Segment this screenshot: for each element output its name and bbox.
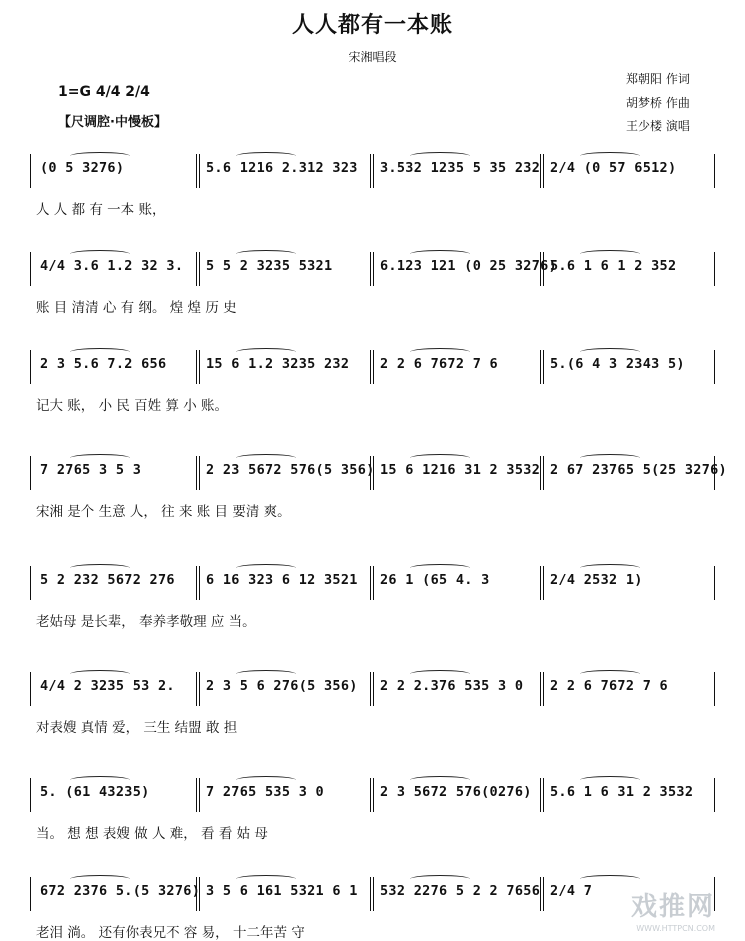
measure: 7 2765 535 3 0 bbox=[206, 784, 324, 800]
credit-lyricist: 郑朝阳 作词 bbox=[626, 72, 690, 86]
bar-line bbox=[370, 252, 371, 286]
bar-line bbox=[199, 252, 200, 286]
bar-line bbox=[373, 877, 374, 911]
slur-mark bbox=[410, 250, 470, 258]
page-title: 人人都有一本账 bbox=[291, 13, 453, 38]
page-subtitle: 宋湘唱段 bbox=[348, 50, 397, 64]
slur-mark bbox=[70, 670, 130, 678]
measure: 2 2 6 7672 7 6 bbox=[550, 678, 668, 694]
credit-composer: 胡梦桥 作曲 bbox=[626, 96, 690, 110]
bar-line bbox=[196, 252, 197, 286]
measure: 4/4 2 3235 53 2. bbox=[40, 678, 175, 694]
bar-line bbox=[199, 778, 200, 812]
lyric-line: 账 目 清清 心 有 纲。 煌 煌 历 史 bbox=[36, 300, 237, 316]
slur-mark bbox=[236, 152, 296, 160]
bar-line bbox=[196, 350, 197, 384]
bar-line bbox=[370, 877, 371, 911]
watermark-logo: 戏推网 bbox=[630, 892, 715, 922]
bar-line bbox=[30, 778, 31, 812]
slur-mark bbox=[410, 670, 470, 678]
measure: 5 5 2 3235 5321 bbox=[206, 258, 333, 274]
slur-mark bbox=[236, 564, 296, 572]
measure: 5.(6 4 3 2343 5) bbox=[550, 356, 685, 372]
measure: 4/4 3.6 1.2 32 3. bbox=[40, 258, 184, 274]
bar-line bbox=[543, 350, 544, 384]
measure: 2 3 5.6 7.2 656 bbox=[40, 356, 167, 372]
slur-mark bbox=[580, 564, 640, 572]
measure: 2 3 5672 576(0276) bbox=[380, 784, 532, 800]
bar-line bbox=[714, 566, 715, 600]
lyric-line: 人 人 都 有 一本 账， bbox=[36, 202, 166, 218]
slur-mark bbox=[410, 776, 470, 784]
bar-line bbox=[30, 350, 31, 384]
bar-line bbox=[714, 350, 715, 384]
bar-line bbox=[196, 778, 197, 812]
bar-line bbox=[370, 672, 371, 706]
slur-mark bbox=[410, 454, 470, 462]
bar-line bbox=[543, 778, 544, 812]
bar-line bbox=[373, 350, 374, 384]
lyric-line: 老姑母 是长辈， 奉养孝敬理 应 当。 bbox=[36, 614, 256, 630]
bar-line bbox=[543, 566, 544, 600]
bar-line bbox=[196, 456, 197, 490]
measure: 2/4 2532 1) bbox=[550, 572, 643, 588]
bar-line bbox=[714, 778, 715, 812]
measure: 3.532 1235 5 35 232 bbox=[380, 160, 541, 176]
slur-mark bbox=[580, 152, 640, 160]
slur-mark bbox=[410, 348, 470, 356]
slur-mark bbox=[580, 776, 640, 784]
measure: (0 5 3276) bbox=[40, 160, 125, 176]
slur-mark bbox=[70, 776, 130, 784]
measure: 15 6 1216 31 2 3532 bbox=[380, 462, 541, 478]
lyric-line: 当。 想 想 表嫂 做 人 难， 看 看 姑 母 bbox=[36, 826, 268, 842]
measure: 2 23 5672 576(5 356) bbox=[206, 462, 375, 478]
measure: 2 2 2.376 535 3 0 bbox=[380, 678, 524, 694]
credit-singer: 王少楼 演唱 bbox=[626, 119, 690, 133]
slur-mark bbox=[236, 454, 296, 462]
bar-line bbox=[373, 672, 374, 706]
bar-line bbox=[199, 566, 200, 600]
bar-line bbox=[373, 566, 374, 600]
bar-line bbox=[370, 778, 371, 812]
bar-line bbox=[540, 456, 541, 490]
bar-line bbox=[196, 672, 197, 706]
measure: 5.6 1216 2.312 323 bbox=[206, 160, 358, 176]
slur-mark bbox=[580, 670, 640, 678]
measure: 6.123 121 (0 25 3276) bbox=[380, 258, 557, 274]
slur-mark bbox=[236, 875, 296, 883]
slur-mark bbox=[236, 776, 296, 784]
lyric-line: 老泪 淌。 还有你表兄不 容 易， 十二年苦 守 bbox=[36, 925, 305, 941]
bar-line bbox=[30, 877, 31, 911]
bar-line bbox=[30, 566, 31, 600]
slur-mark bbox=[70, 875, 130, 883]
tempo-marking: 【尺调腔·中慢板】 bbox=[58, 115, 167, 130]
slur-mark bbox=[580, 348, 640, 356]
measure: 26 1 (65 4. 3 bbox=[380, 572, 490, 588]
key-signature: 1=G 4/4 2/4 bbox=[58, 84, 150, 100]
bar-line bbox=[199, 154, 200, 188]
lyric-line: 记大 账， 小 民 百姓 算 小 账。 bbox=[36, 398, 229, 414]
bar-line bbox=[543, 456, 544, 490]
slur-mark bbox=[580, 875, 640, 883]
bar-line bbox=[199, 456, 200, 490]
slur-mark bbox=[410, 564, 470, 572]
slur-mark bbox=[236, 250, 296, 258]
bar-line bbox=[714, 252, 715, 286]
slur-mark bbox=[70, 564, 130, 572]
slur-mark bbox=[70, 250, 130, 258]
bar-line bbox=[540, 350, 541, 384]
bar-line bbox=[540, 877, 541, 911]
bar-line bbox=[199, 672, 200, 706]
bar-line bbox=[30, 456, 31, 490]
bar-line bbox=[196, 154, 197, 188]
measure: 3 5 6 161 5321 6 1 bbox=[206, 883, 358, 899]
bar-line bbox=[540, 154, 541, 188]
bar-line bbox=[370, 566, 371, 600]
bar-line bbox=[370, 154, 371, 188]
bar-line bbox=[373, 154, 374, 188]
bar-line bbox=[543, 672, 544, 706]
bar-line bbox=[30, 154, 31, 188]
measure: 2/4 (0 57 6512) bbox=[550, 160, 677, 176]
measure: 2 3 5 6 276(5 356) bbox=[206, 678, 358, 694]
slur-mark bbox=[410, 152, 470, 160]
measure: 672 2376 5.(5 3276) bbox=[40, 883, 201, 899]
measure: 5. (61 43235) bbox=[40, 784, 150, 800]
slur-mark bbox=[70, 152, 130, 160]
bar-line bbox=[540, 778, 541, 812]
bar-line bbox=[540, 566, 541, 600]
measure: 532 2276 5 2 2 7656 bbox=[380, 883, 541, 899]
slur-mark bbox=[236, 348, 296, 356]
measure: 2/4 7 bbox=[550, 883, 593, 899]
bar-line bbox=[370, 350, 371, 384]
bar-line bbox=[714, 672, 715, 706]
measure: 5.6 1 6 31 2 3532 bbox=[550, 784, 694, 800]
bar-line bbox=[30, 252, 31, 286]
bar-line bbox=[373, 252, 374, 286]
bar-line bbox=[543, 877, 544, 911]
measure: 6 16 323 6 12 3521 bbox=[206, 572, 358, 588]
slur-mark bbox=[410, 875, 470, 883]
lyric-line: 宋湘 是个 生意 人， 往 来 账 目 要清 爽。 bbox=[36, 504, 291, 520]
slur-mark bbox=[70, 454, 130, 462]
bar-line bbox=[373, 778, 374, 812]
watermark-url: WWW.HTTPCN.COM bbox=[636, 924, 715, 933]
measure: 5.6 1 6 1 2 352 bbox=[550, 258, 677, 274]
bar-line bbox=[196, 566, 197, 600]
lyric-line: 对表嫂 真情 爱， 三生 结盟 敢 担 bbox=[36, 720, 238, 736]
measure: 2 2 6 7672 7 6 bbox=[380, 356, 498, 372]
measure: 5 2 232 5672 276 bbox=[40, 572, 175, 588]
bar-line bbox=[199, 350, 200, 384]
measure: 15 6 1.2 3235 232 bbox=[206, 356, 350, 372]
slur-mark bbox=[580, 454, 640, 462]
slur-mark bbox=[236, 670, 296, 678]
slur-mark bbox=[580, 250, 640, 258]
measure: 7 2765 3 5 3 bbox=[40, 462, 142, 478]
measure: 2 67 23765 5(25 3276) bbox=[550, 462, 727, 478]
bar-line bbox=[714, 154, 715, 188]
bar-line bbox=[540, 672, 541, 706]
slur-mark bbox=[70, 348, 130, 356]
bar-line bbox=[30, 672, 31, 706]
bar-line bbox=[543, 154, 544, 188]
